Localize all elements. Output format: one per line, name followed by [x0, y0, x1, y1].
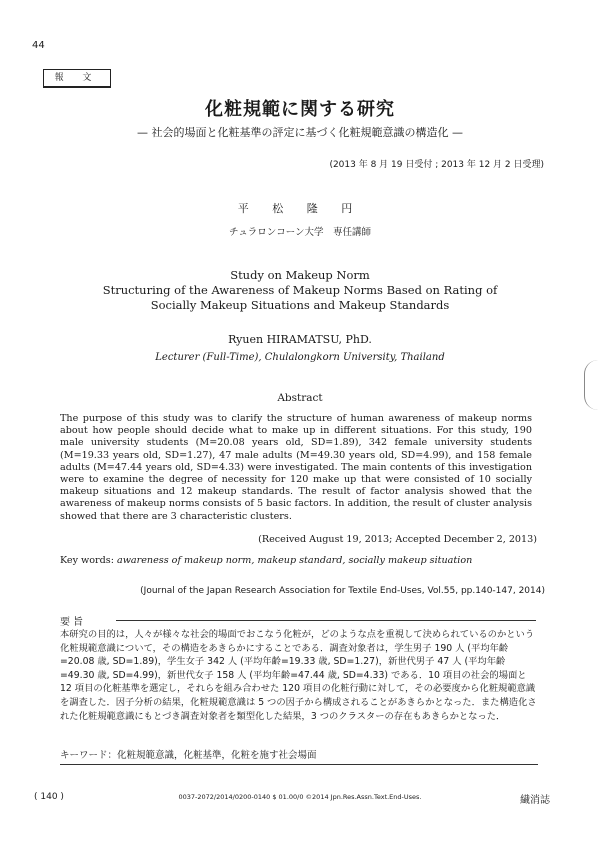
japanese-received-dates: (2013 年 8 月 19 日受付 ; 2013 年 12 月 2 日受理) — [329, 160, 544, 170]
page-number: 44 — [32, 40, 45, 51]
keywords-values: awareness of makeup norm, makeup standard, socially makeup situation — [117, 555, 473, 566]
japanese-subtitle: — 社会的場面と化粧基準の評定に基づく化粧規範意識の構造化 — — [137, 126, 463, 139]
english-author: Ryuen HIRAMATSU, PhD. — [228, 333, 372, 346]
japanese-keywords: キーワード：化粧規範意識，化粧基準，化粧を施す社会場面 — [60, 750, 317, 761]
english-title-line-2: Structuring of the Awareness of Makeup Norms Based on Rating of — [102, 283, 498, 297]
bottom-rule — [60, 764, 538, 765]
japanese-author: 平 松 隆 円 — [237, 202, 363, 215]
keywords — [60, 555, 472, 566]
japanese-affiliation: チュラロンコーン大学 専任講師 — [228, 227, 372, 238]
scan-margin-mark — [584, 360, 599, 410]
japanese-abstract-rule — [116, 620, 536, 621]
journal-reference: (Journal of the Japan Research Association for Textile End-Uses, Vol.55, pp.140-147, 2014) — [140, 586, 545, 596]
english-title-line-1: Study on Makeup Norm — [230, 268, 370, 282]
english-affiliation: Lecturer (Full-Time), Chulalongkorn University, Thailand — [155, 352, 445, 363]
footer-page-number: ( 140 ) — [34, 792, 64, 802]
abstract-body: The purpose of this study was to clarify the structure of human awareness of makeup norms about how people should decide what to make up in different situations. For this study, 190 male university students (M=20.08 years old, SD=1.89), 342 female university students (M=19.33 years old, SD=1.27), 47 male adults (M=49.30 years old, SD=4.99), and 158 female adults (M=47.44 years old, SD=4.33) were investigated. The main contents of this investigation were to examine the degree of necessity for 120 make up that were consisted of 10 socially makeup situations and 12 makeup standards. The result of factor analysis showed that the awareness of makeup norms consists of 5 basic factors. In addition, the result of cluster analysis showed that there are 3 characteristic clusters. — [60, 413, 532, 522]
footer-journal-abbrev: 繊消誌 — [520, 795, 550, 806]
keywords-label: Key words: — [60, 555, 114, 566]
japanese-title: 化粧規範に関する研究 — [205, 99, 395, 120]
received-accepted-dates: (Received August 19, 2013; Accepted December 2, 2013) — [258, 534, 537, 545]
japanese-abstract-heading: 要 旨 — [60, 617, 84, 628]
english-title-line-3: Socially Makeup Situations and Makeup Standards — [150, 298, 450, 312]
abstract-heading: Abstract — [277, 392, 323, 404]
section-tag-underline — [43, 86, 111, 88]
footer-issn-code: 0037-2072/2014/0200-0140 $ 01.00/0 ©2014 Jpn.Res.Assn.Text.End-Uses. — [178, 793, 422, 801]
section-tag: 報 文 — [43, 69, 111, 87]
japanese-abstract-body: 本研究の目的は，人々が様々な社会的場面でおこなう化粧が，どのような点を重視して決められているのかという化粧規範意識について，その構造をあきらかにすることである．調査対象者は，学生男子 190 人 (平均年齢=20.08 歳, SD=1.89)，学生女子 342 人 (平均年齢=19.33 歳, SD=1.27)，新世代男子 47 人 (平均年齢=49.30 歳, SD=4.99)，新世代女子 158 人 (平均年齢=47.44 歳, SD=4.33) である．10 項目の社会的場面と 12 項目の化粧基準を選定し，それらを組み合わせた 120 項目の化粧行動に対して，その必要度から化粧規範意識を調査した．因子分析の結果，化粧規範意識は 5 つの因子から構成されることがあきらかとなった．また構造化された化粧規範意識にもとづき調査対象者を類型化した結果，3 つのクラスターの存在もあきらかとなった． — [60, 629, 537, 722]
english-title — [0, 268, 600, 313]
